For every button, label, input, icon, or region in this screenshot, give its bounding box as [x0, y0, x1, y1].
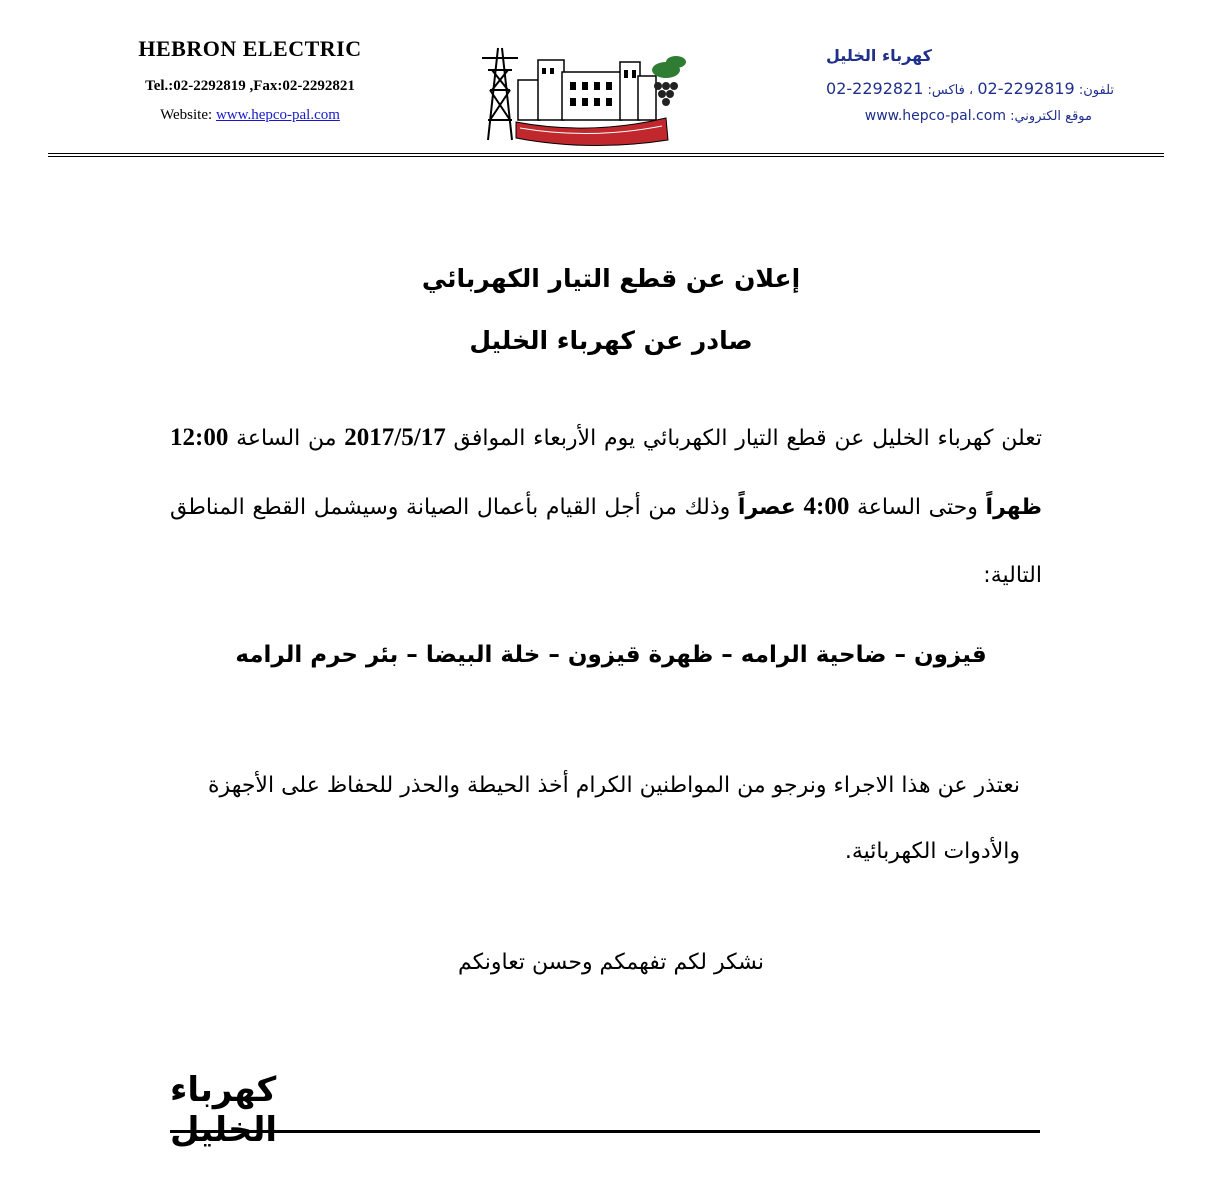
announcement-text-2: من الساعة: [228, 426, 345, 451]
announcement-text-4: وذلك من أجل القيام بأعمال الصيانة وسيشمل القطع المناطق التالية:: [170, 495, 1042, 588]
tel-label: تلفون:: [1074, 83, 1114, 98]
letterhead-english: [60, 36, 440, 124]
website-url-arabic: www.hepco-pal.com: [864, 108, 1006, 124]
apology-paragraph: نعتذر عن هذا الاجراء ونرجو من المواطنين الكرام أخذ الحيطة والحذر للحفاظ على الأجهزة والأدوات الكهربائية.: [208, 773, 1020, 864]
announcement-title: [0, 248, 1222, 372]
start-period: ظهراً: [985, 495, 1043, 520]
website-label-arabic: موقع الكتروني:: [1005, 109, 1092, 124]
announcement-date: 2017/5/17: [344, 424, 446, 451]
website-line-english: [60, 107, 440, 124]
tel-number: 02-2292819: [977, 79, 1075, 98]
company-name-english: HEBRON ELECTRIC: [138, 36, 362, 61]
end-time: 4:00: [803, 493, 850, 520]
announcement-text-3: وحتى الساعة: [849, 495, 986, 520]
contact-tel-fax-arabic: [754, 79, 1114, 98]
start-time: 12:00: [170, 424, 229, 451]
announcement-paragraph: [170, 404, 1042, 610]
website-label: Website:: [160, 107, 216, 123]
title-line-2: صادر عن كهرباء الخليل: [469, 326, 753, 355]
title-line-1: إعلان عن قطع التيار الكهربائي: [421, 264, 801, 293]
footer-divider: [170, 1130, 1040, 1133]
end-period: عصراً: [737, 495, 796, 520]
fax-label: ، فاكس:: [923, 83, 978, 98]
letterhead-arabic: [754, 46, 1114, 124]
contact-tel-fax-english: Tel.:02-2292819 ,Fax:02-2292821: [145, 78, 355, 94]
logo-graphic: [480, 40, 692, 148]
company-name-arabic: كهرباء الخليل: [826, 46, 932, 65]
affected-areas: قيزون – ضاحية الرامه – ظهرة قيزون – خلة البيضا – بئر حرم الرامه: [235, 642, 987, 668]
announcement-text-1: تعلن كهرباء الخليل عن قطع التيار الكهربائي يوم الأربعاء الموافق: [445, 426, 1043, 451]
website-line-arabic: [754, 108, 1114, 124]
municipality-logo: [480, 40, 692, 148]
thanks-line: نشكر لكم تفهمكم وحسن تعاونكم: [458, 950, 764, 975]
fax-number: 02-2292821: [826, 79, 924, 98]
header-divider: [48, 153, 1164, 157]
signature: كهرباء الخليل: [170, 1070, 278, 1150]
website-link[interactable]: www.hepco-pal.com: [215, 107, 340, 123]
